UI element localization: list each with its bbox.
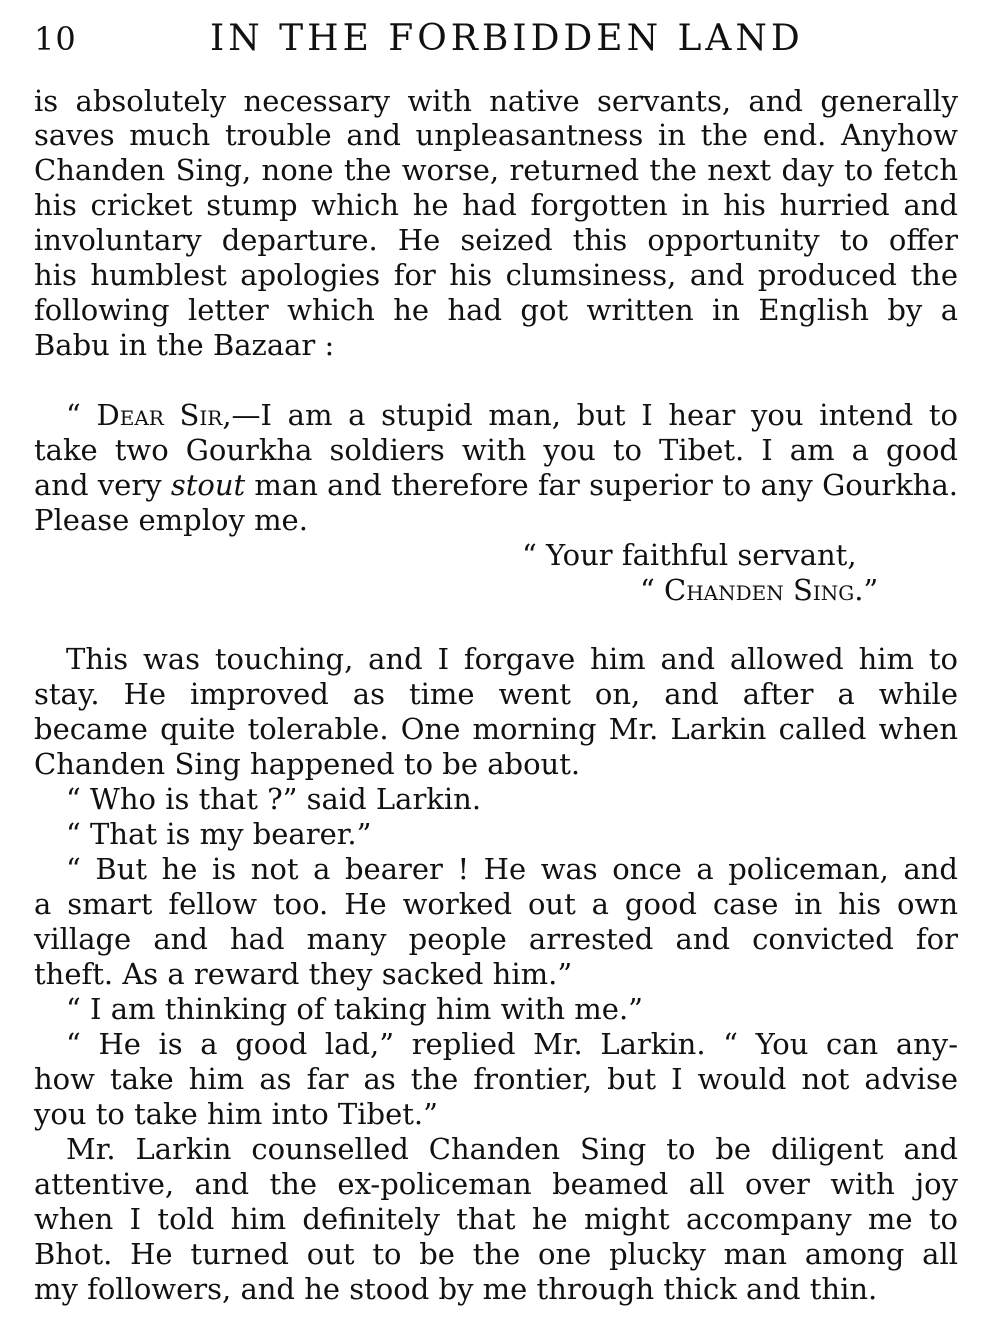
text-line: Bhot. He turned out to be the one plucky man among all — [34, 1237, 958, 1271]
text-line: Mr. Larkin counselled Chanden Sing to be diligent and — [66, 1132, 958, 1166]
text-line: following letter which he had got written in English by a — [34, 293, 958, 327]
dialogue-line: “ Who is that ?” said Larkin. — [66, 782, 482, 816]
letter-line: take two Gourkha soldiers with you to Tibet. I am a good — [34, 433, 958, 467]
page-header — [34, 14, 958, 64]
text-line: his cricket stump which he had forgotten in his hurried and — [34, 188, 958, 222]
text-line: his humblest apologies for his clumsiness, and produced the — [34, 258, 958, 292]
letter-line-text: and very — [34, 468, 171, 502]
page-number: 10 — [34, 20, 77, 58]
text-line: theft. As a reward they sacked him.” — [34, 957, 573, 991]
letter-salutation: “ Dear Sir, — [66, 398, 232, 432]
text-line: attentive, and the ex-policeman beamed all over with joy — [34, 1167, 958, 1201]
dialogue-line: “ But he is not a bearer ! He was once a policeman, and — [66, 852, 958, 886]
dialogue-line: “ He is a good lad,” replied Mr. Larkin. “ You can any- — [66, 1027, 958, 1061]
text-line: is absolutely necessary with native servants, and generally — [34, 84, 958, 118]
dialogue-line: “ That is my bearer.” — [66, 817, 372, 851]
emphasized-word: stout — [170, 468, 246, 502]
letter-line-text: man and therefore far superior to any Gourkha. — [245, 468, 958, 502]
text-line: saves much trouble and unpleasantness in the end. Anyhow — [34, 118, 958, 152]
text-line: how take him as far as the frontier, but I would not advise — [34, 1062, 958, 1096]
text-line: stay. He improved as time went on, and after a while — [34, 677, 958, 711]
text-line: became quite tolerable. One morning Mr. Larkin called when — [34, 712, 958, 746]
letter-closing: “ Your faithful servant, — [522, 538, 857, 572]
running-title: IN THE FORBIDDEN LAND — [210, 18, 804, 59]
text-line: my followers, and he stood by me through thick and thin. — [34, 1272, 878, 1306]
text-line: a smart fellow too. He worked out a good case in his own — [34, 887, 958, 921]
letter-line-text: —I am a stupid man, but I hear you intend to — [231, 398, 958, 432]
dialogue-line: “ I am thinking of taking him with me.” — [66, 992, 643, 1026]
text-line: involuntary departure. He seized this opportunity to offer — [34, 223, 958, 257]
text-line: you to take him into Tibet.” — [34, 1097, 438, 1131]
text-line: when I told him definitely that he might accompany me to — [34, 1202, 958, 1236]
letter-line — [66, 398, 958, 432]
text-line: Chanden Sing happened to be about. — [34, 747, 581, 781]
letter-line: Please employ me. — [34, 503, 308, 537]
text-line: This was touching, and I forgave him and allowed him to — [66, 642, 958, 676]
letter-line — [34, 468, 958, 502]
letter-signature: “ Chanden Sing.” — [640, 573, 879, 607]
text-line: Chanden Sing, none the worse, returned the next day to fetch — [34, 153, 958, 187]
text-line: village and had many people arrested and convicted for — [34, 922, 958, 956]
text-line: Babu in the Bazaar : — [34, 328, 335, 362]
